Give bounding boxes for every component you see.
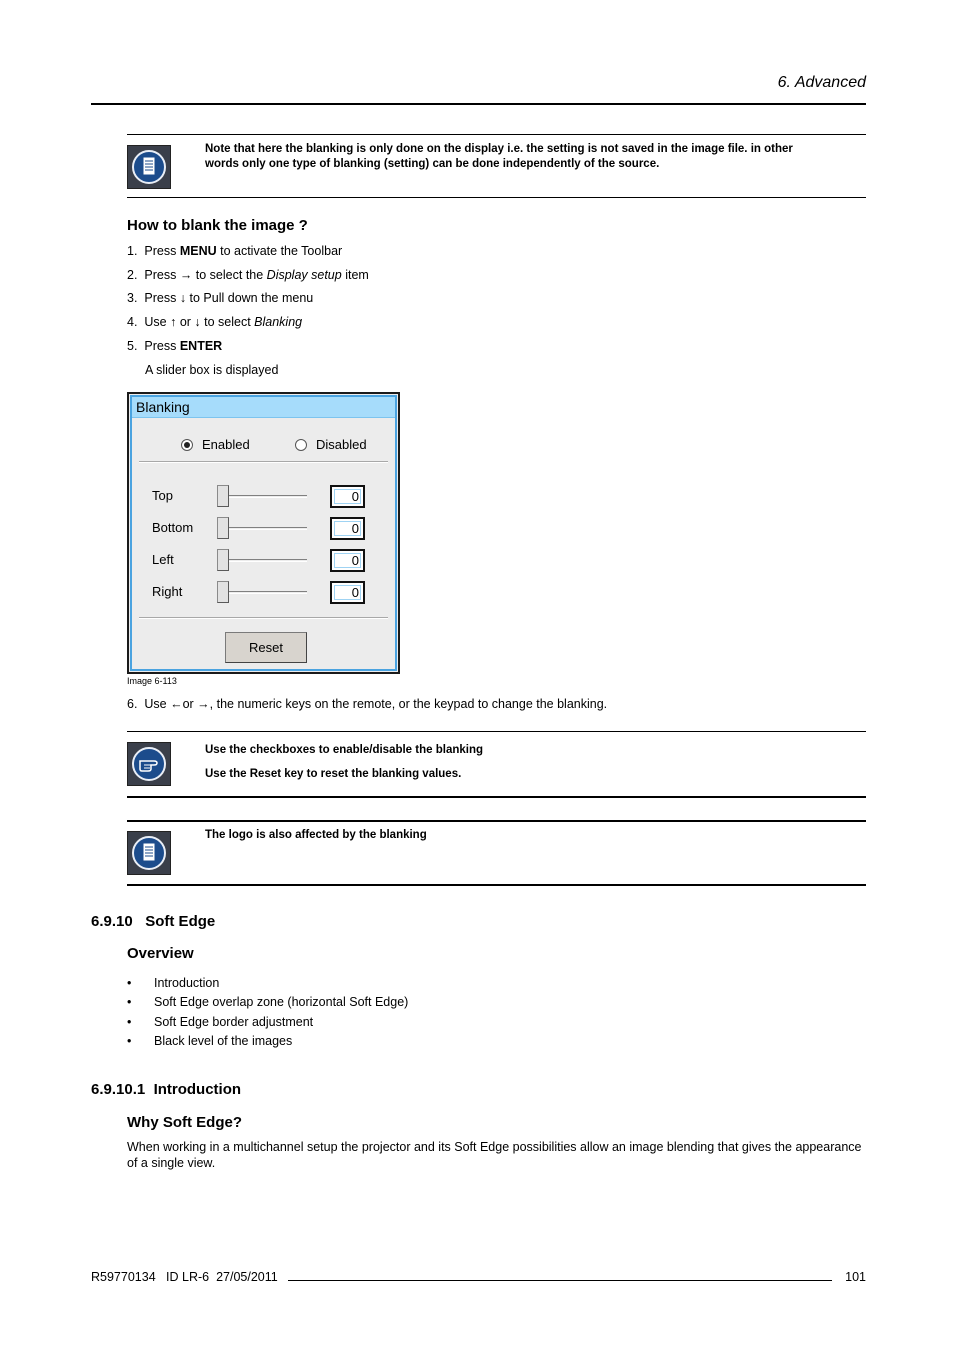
value-field-left[interactable]	[330, 549, 365, 572]
step-number: 5.	[127, 339, 138, 353]
step-5	[127, 339, 222, 353]
note-box	[127, 134, 866, 199]
enabled-label: Enabled	[202, 437, 250, 452]
section-number: 6.9.10	[91, 913, 133, 930]
dialog-frame	[130, 395, 397, 671]
step-text: Press → to select the	[144, 268, 267, 282]
dialog-titlebar	[132, 397, 395, 418]
step-text: Use ←or →, the numeric keys on the remote, or the keypad to change the blanking.	[144, 697, 608, 711]
step-6	[127, 697, 607, 711]
subsection-title: Introduction	[153, 1081, 242, 1098]
running-header: 6. Advanced	[777, 74, 866, 91]
slider-thumb-right[interactable]	[217, 581, 229, 603]
dialog-divider	[139, 461, 388, 463]
disabled-radio[interactable]	[295, 439, 307, 451]
blanking-dialog	[127, 392, 400, 674]
slider-track-top[interactable]	[219, 495, 307, 498]
intro-paragraph	[127, 1139, 867, 1171]
row-label-top: Top	[152, 488, 173, 503]
step-2	[127, 268, 369, 282]
overview-heading: Overview	[127, 945, 194, 962]
note-box	[127, 820, 866, 886]
step-text: item	[341, 268, 369, 282]
value-field-right[interactable]	[330, 581, 365, 604]
step-number: 1.	[127, 244, 138, 258]
section-heading	[91, 913, 215, 930]
step-key: MENU	[179, 244, 217, 258]
list-item-text: Soft Edge border adjustment	[154, 1015, 314, 1029]
footer-rule	[288, 1280, 832, 1281]
value-text: 0	[351, 585, 359, 600]
header-rule	[91, 103, 866, 105]
note-text	[205, 142, 866, 172]
step-key: ENTER	[179, 339, 223, 353]
note-text	[205, 828, 866, 843]
dialog-title: Blanking	[136, 399, 190, 415]
footer-doc-id: R59770134 ID LR-6 27/05/2011	[91, 1270, 278, 1284]
document-note-icon	[127, 145, 171, 189]
row-label-bottom: Bottom	[152, 520, 194, 535]
step-text: Press ↓ to Pull down the menu	[144, 291, 314, 305]
enabled-radio[interactable]	[181, 439, 193, 451]
note-line-1: Note that here the blanking is only done on the display i.e. the setting is not saved in the image file. in other	[205, 143, 793, 155]
reset-button[interactable]: Reset	[225, 632, 307, 663]
note-bottom-rule	[127, 197, 866, 198]
note-bottom-rule	[127, 884, 866, 886]
dialog-divider	[139, 617, 388, 619]
subsection-number: 6.9.10.1	[91, 1081, 146, 1098]
tip-line-1: Use the checkboxes to enable/disable the blanking	[205, 744, 483, 756]
tip-line-2: Use the Reset key to reset the blanking values.	[205, 768, 462, 780]
step-item: Display setup	[266, 268, 342, 282]
step-4	[127, 315, 302, 329]
step-number: 3.	[127, 291, 138, 305]
paragraph-line: of a single view.	[127, 1156, 216, 1170]
note-line-2: words only one type of blanking (setting) can be done independently of the source.	[205, 158, 660, 170]
step-1	[127, 244, 342, 258]
subsection-heading	[91, 1081, 241, 1098]
step-text: to activate the Toolbar	[216, 244, 343, 258]
value-text: 0	[351, 489, 359, 504]
step-text: Use ↑ or ↓ to select	[144, 315, 255, 329]
list-item-text: Soft Edge overlap zone (horizontal Soft Edge)	[154, 995, 409, 1009]
step-number: 4.	[127, 315, 138, 329]
slider-track-bottom[interactable]	[219, 527, 307, 530]
value-field-bottom[interactable]	[330, 517, 365, 540]
value-field-top[interactable]	[330, 485, 365, 508]
document-note-icon	[127, 831, 171, 875]
paragraph-line: When working in a multichannel setup the projector and its Soft Edge possibilities allow an image blending that gives the appearance	[127, 1140, 862, 1154]
step-number: 6.	[127, 697, 138, 711]
pointing-hand-icon	[127, 742, 171, 786]
note-top-rule	[127, 134, 866, 135]
step-item: Blanking	[254, 315, 303, 329]
step-text: Press	[144, 244, 180, 258]
image-caption: Image 6-113	[127, 676, 177, 686]
slider-track-left[interactable]	[219, 559, 307, 562]
step-text: Press	[144, 339, 180, 353]
tip-text	[205, 738, 866, 786]
step-result: A slider box is displayed	[145, 363, 279, 377]
step-3	[127, 291, 313, 305]
note-line-1: The logo is also affected by the blanking	[205, 829, 427, 841]
tip-bottom-rule	[127, 796, 866, 798]
row-label-left: Left	[152, 552, 174, 567]
page-number: 101	[845, 1270, 866, 1284]
value-text: 0	[351, 521, 359, 536]
tip-box	[127, 731, 866, 798]
row-label-right: Right	[152, 584, 183, 599]
section-title: Soft Edge	[145, 913, 216, 930]
slider-thumb-left[interactable]	[217, 549, 229, 571]
slider-thumb-bottom[interactable]	[217, 517, 229, 539]
note-top-rule	[127, 820, 866, 822]
slider-thumb-top[interactable]	[217, 485, 229, 507]
step-number: 2.	[127, 268, 138, 282]
howto-heading: How to blank the image ?	[127, 217, 308, 234]
tip-top-rule	[127, 731, 866, 732]
value-text: 0	[351, 553, 359, 568]
why-heading: Why Soft Edge?	[127, 1114, 242, 1131]
disabled-label: Disabled	[316, 437, 367, 452]
radio-selected-dot	[184, 442, 190, 448]
list-item-text: Black level of the images	[154, 1034, 293, 1048]
slider-track-right[interactable]	[219, 591, 307, 594]
list-item-text: Introduction	[154, 976, 220, 990]
